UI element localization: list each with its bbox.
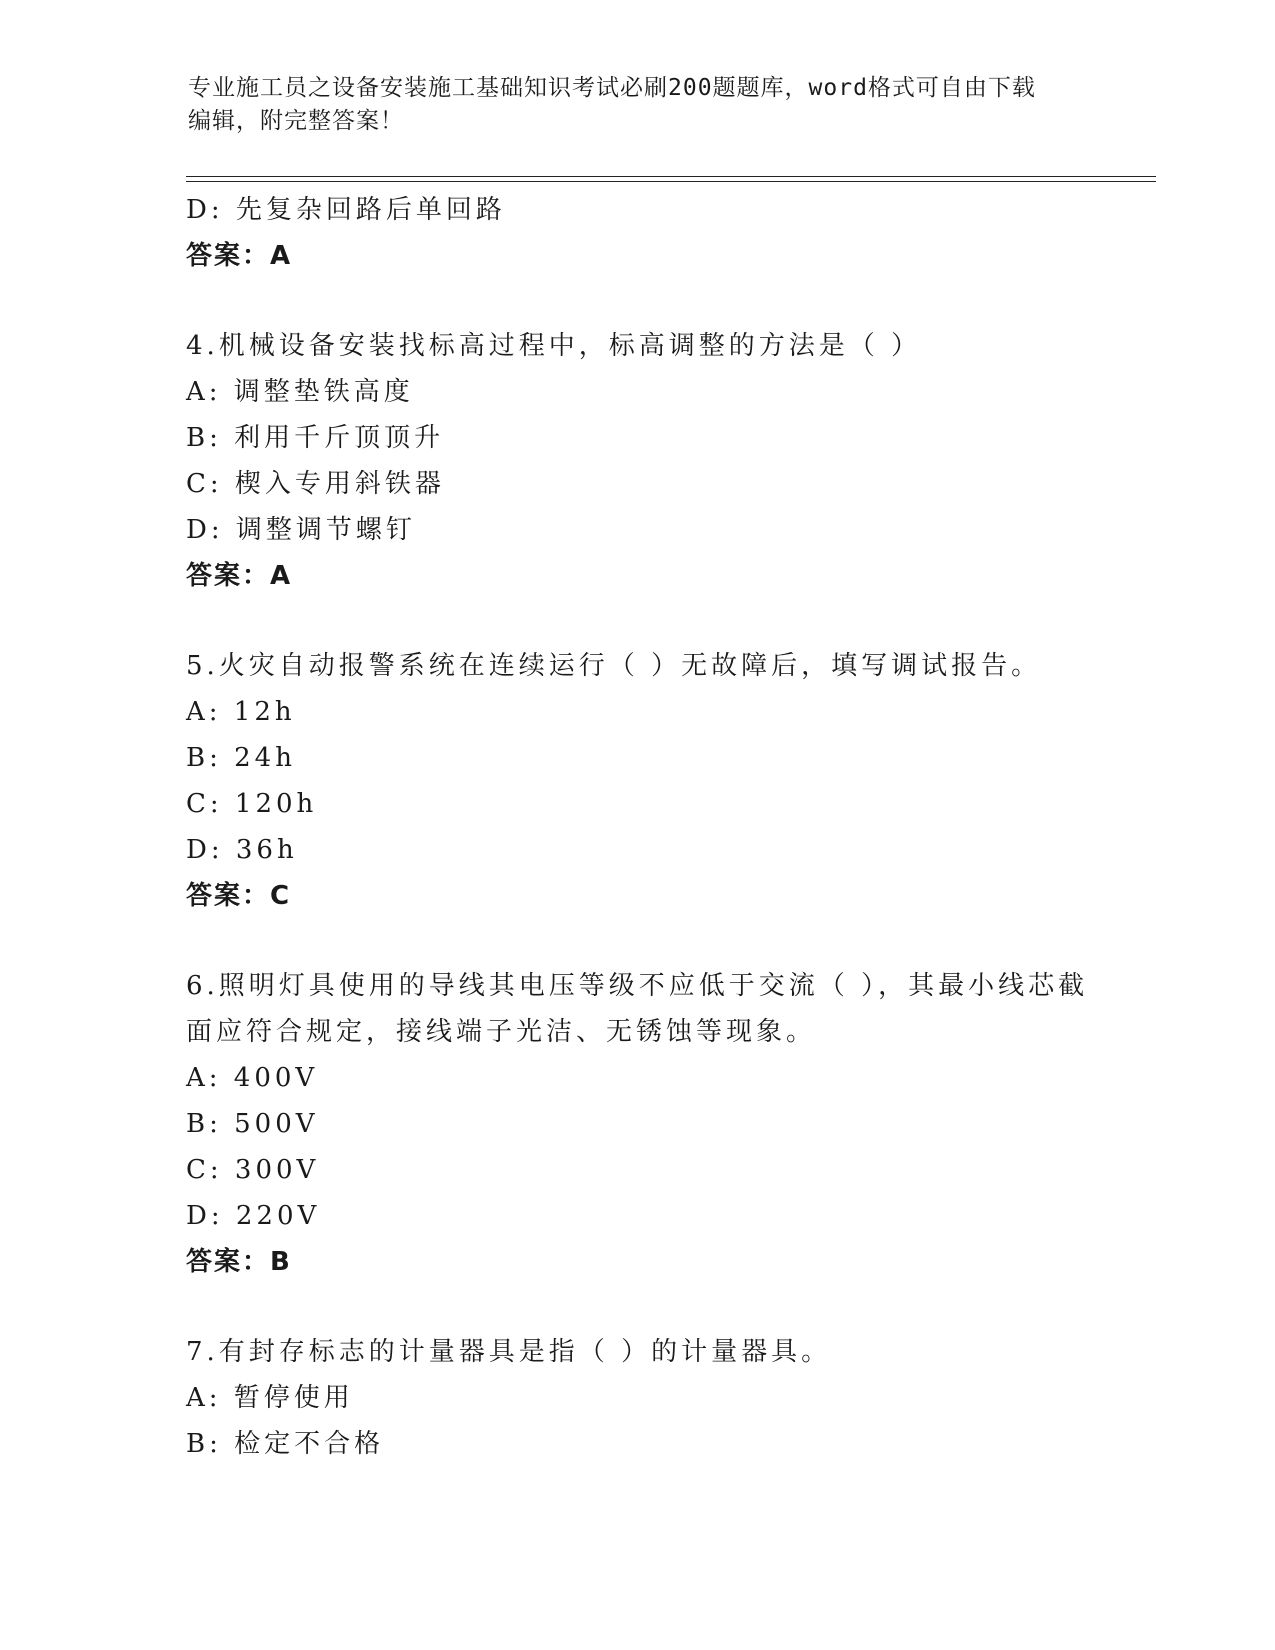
option-b: B: 检定不合格 (186, 1429, 385, 1459)
question-stem: 7.有封存标志的计量器具是指（ ）的计量器具。 (186, 1337, 832, 1367)
document-header (188, 72, 1088, 138)
option-c: C: 120h (186, 789, 318, 819)
question-list (186, 187, 1126, 1467)
question-stem: 4.机械设备安装找标高过程中，标高调整的方法是（ ） (186, 331, 922, 361)
option-a: A: 调整垫铁高度 (186, 377, 414, 407)
answer-label: 答案：B (186, 1247, 292, 1277)
question-stem: 5.火灾自动报警系统在连续运行（ ）无故障后，填写调试报告。 (186, 651, 1042, 681)
option-c: C: 楔入专用斜铁器 (186, 469, 445, 499)
answer-label: 答案：A (186, 241, 293, 271)
option-b: B: 利用千斤顶顶升 (186, 423, 445, 453)
question-7 (186, 1329, 1126, 1467)
option-d: D: 36h (186, 835, 298, 865)
answer-label: 答案：C (186, 881, 292, 911)
question-6 (186, 963, 1126, 1285)
question-5 (186, 643, 1126, 919)
option-c: C: 300V (186, 1155, 320, 1185)
option-b: B: 24h (186, 743, 296, 773)
answer-label: 答案：A (186, 561, 293, 591)
option-a: A: 400V (186, 1063, 319, 1093)
option-d: D: 先复杂回路后单回路 (186, 195, 506, 225)
option-b: B: 500V (186, 1109, 319, 1139)
header-title-line-1: 专业施工员之设备安装施工基础知识考试必刷200题题库，word格式可自由下载 (188, 75, 1036, 101)
option-d: D: 调整调节螺钉 (186, 515, 416, 545)
question-stem-line-1: 6.照明灯具使用的导线其电压等级不应低于交流（ ），其最小线芯截 (186, 971, 1089, 1001)
option-d: D: 220V (186, 1201, 321, 1231)
question-3-partial (186, 187, 1126, 279)
header-title-line-2: 编辑，附完整答案！ (188, 108, 404, 134)
question-4 (186, 323, 1126, 599)
option-a: A: 12h (186, 697, 296, 727)
question-stem-line-2: 面应符合规定，接线端子光洁、无锈蚀等现象。 (186, 1017, 817, 1047)
option-a: A: 暂停使用 (186, 1383, 354, 1413)
header-divider (186, 176, 1156, 182)
